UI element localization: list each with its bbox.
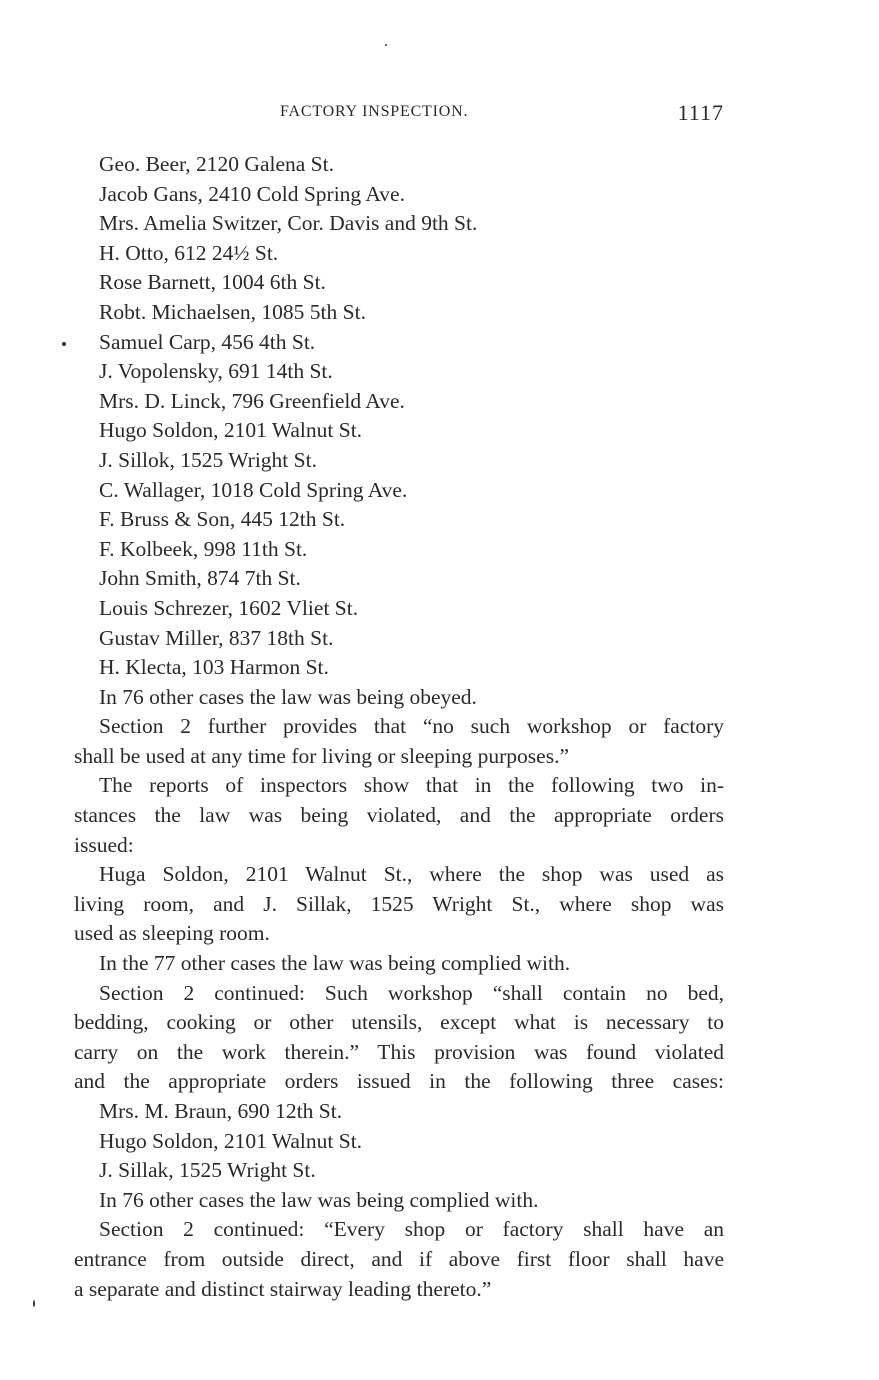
list-item: C. Wallager, 1018 Cold Spring Ave. (99, 477, 408, 502)
paragraph-line: shall be used at any time for living or sleeping purposes.” (74, 743, 569, 768)
bedding-violations-list (74, 1097, 724, 1186)
list-item: Geo. Beer, 2120 Galena St. (99, 152, 334, 176)
violations-list (74, 150, 724, 683)
complied-note: In the 77 other cases the law was being complied with. (99, 951, 571, 976)
list-item: Rose Barnett, 1004 6th St. (99, 270, 326, 295)
paragraph-violation-cases (74, 860, 724, 949)
paragraph-line: Section 2 further provides that “no such workshop or factory (99, 714, 724, 739)
paragraph-line: stances the law was being violated, and the appropriate orders (74, 803, 724, 828)
paragraph-line: entrance from outside direct, and if above first floor shall have (74, 1246, 724, 1271)
paragraph-line: Section 2 continued: “Every shop or factory shall have an (99, 1217, 724, 1242)
list-item: Mrs. Amelia Switzer, Cor. Davis and 9th St. (99, 211, 478, 236)
paragraph-bedding-utensils (74, 979, 724, 1097)
page-number: 1117 (677, 100, 724, 125)
paragraph-line: carry on the work therein.” This provision was found violated (74, 1039, 724, 1064)
list-item: J. Vopolensky, 691 14th St. (99, 359, 333, 384)
list-item: Gustav Miller, 837 18th St. (99, 625, 334, 650)
list-item: Robt. Michaelsen, 1085 5th St. (99, 299, 366, 324)
list-item: H. Klecta, 103 Harmon St. (99, 655, 329, 680)
paragraph-inspector-reports (74, 771, 724, 860)
obeyed-note: In 76 other cases the law was being obeyed. (99, 684, 477, 709)
paragraph-line: Section 2 continued: Such workshop “shall contain no bed, (99, 980, 724, 1005)
list-item: Louis Schrezer, 1602 Vliet St. (99, 595, 359, 620)
list-item: F. Bruss & Son, 445 12th St. (99, 507, 346, 532)
complied-note: In 76 other cases the law was being complied with. (99, 1187, 539, 1212)
running-title: FACTORY INSPECTION. (280, 103, 469, 120)
list-item: Hugo Soldon, 2101 Walnut St. (99, 418, 363, 443)
list-item: Jacob Gans, 2410 Cold Spring Ave. (99, 181, 405, 206)
paragraph-line: used as sleeping room. (74, 921, 270, 946)
page-header (74, 100, 724, 128)
list-item: Samuel Carp, 456 4th St. (99, 329, 316, 354)
paragraph-line: Huga Soldon, 2101 Walnut St., where the shop was used as (99, 862, 724, 887)
paragraph-line: The reports of inspectors show that in the following two in- (99, 773, 724, 798)
paragraph-line: issued: (74, 832, 134, 857)
scan-speck (33, 1300, 35, 1307)
list-item: Mrs. D. Linck, 796 Greenfield Ave. (99, 388, 405, 413)
list-item: Hugo Soldon, 2101 Walnut St. (99, 1128, 363, 1153)
scan-speck (385, 44, 387, 46)
paragraph-line: and the appropriate orders issued in the following three cases: (74, 1069, 724, 1094)
paragraph-entrance-stairway (74, 1215, 724, 1304)
paragraph-line: bedding, cooking or other utensils, except what is necessary to (74, 1010, 724, 1035)
list-item: H. Otto, 612 24½ St. (99, 240, 279, 265)
page-body (74, 150, 724, 1304)
paragraph-living-purposes (74, 712, 724, 771)
list-item: J. Sillok, 1525 Wright St. (99, 447, 317, 472)
scan-speck (62, 342, 66, 346)
list-item: J. Sillak, 1525 Wright St. (99, 1158, 316, 1183)
paragraph-line: a separate and distinct stairway leading thereto.” (74, 1276, 492, 1301)
paragraph-line: living room, and J. Sillak, 1525 Wright St., where shop was (74, 891, 724, 916)
list-item: Mrs. M. Braun, 690 12th St. (99, 1099, 343, 1123)
list-item: John Smith, 874 7th St. (99, 566, 301, 591)
list-item: F. Kolbeek, 998 11th St. (99, 536, 308, 561)
